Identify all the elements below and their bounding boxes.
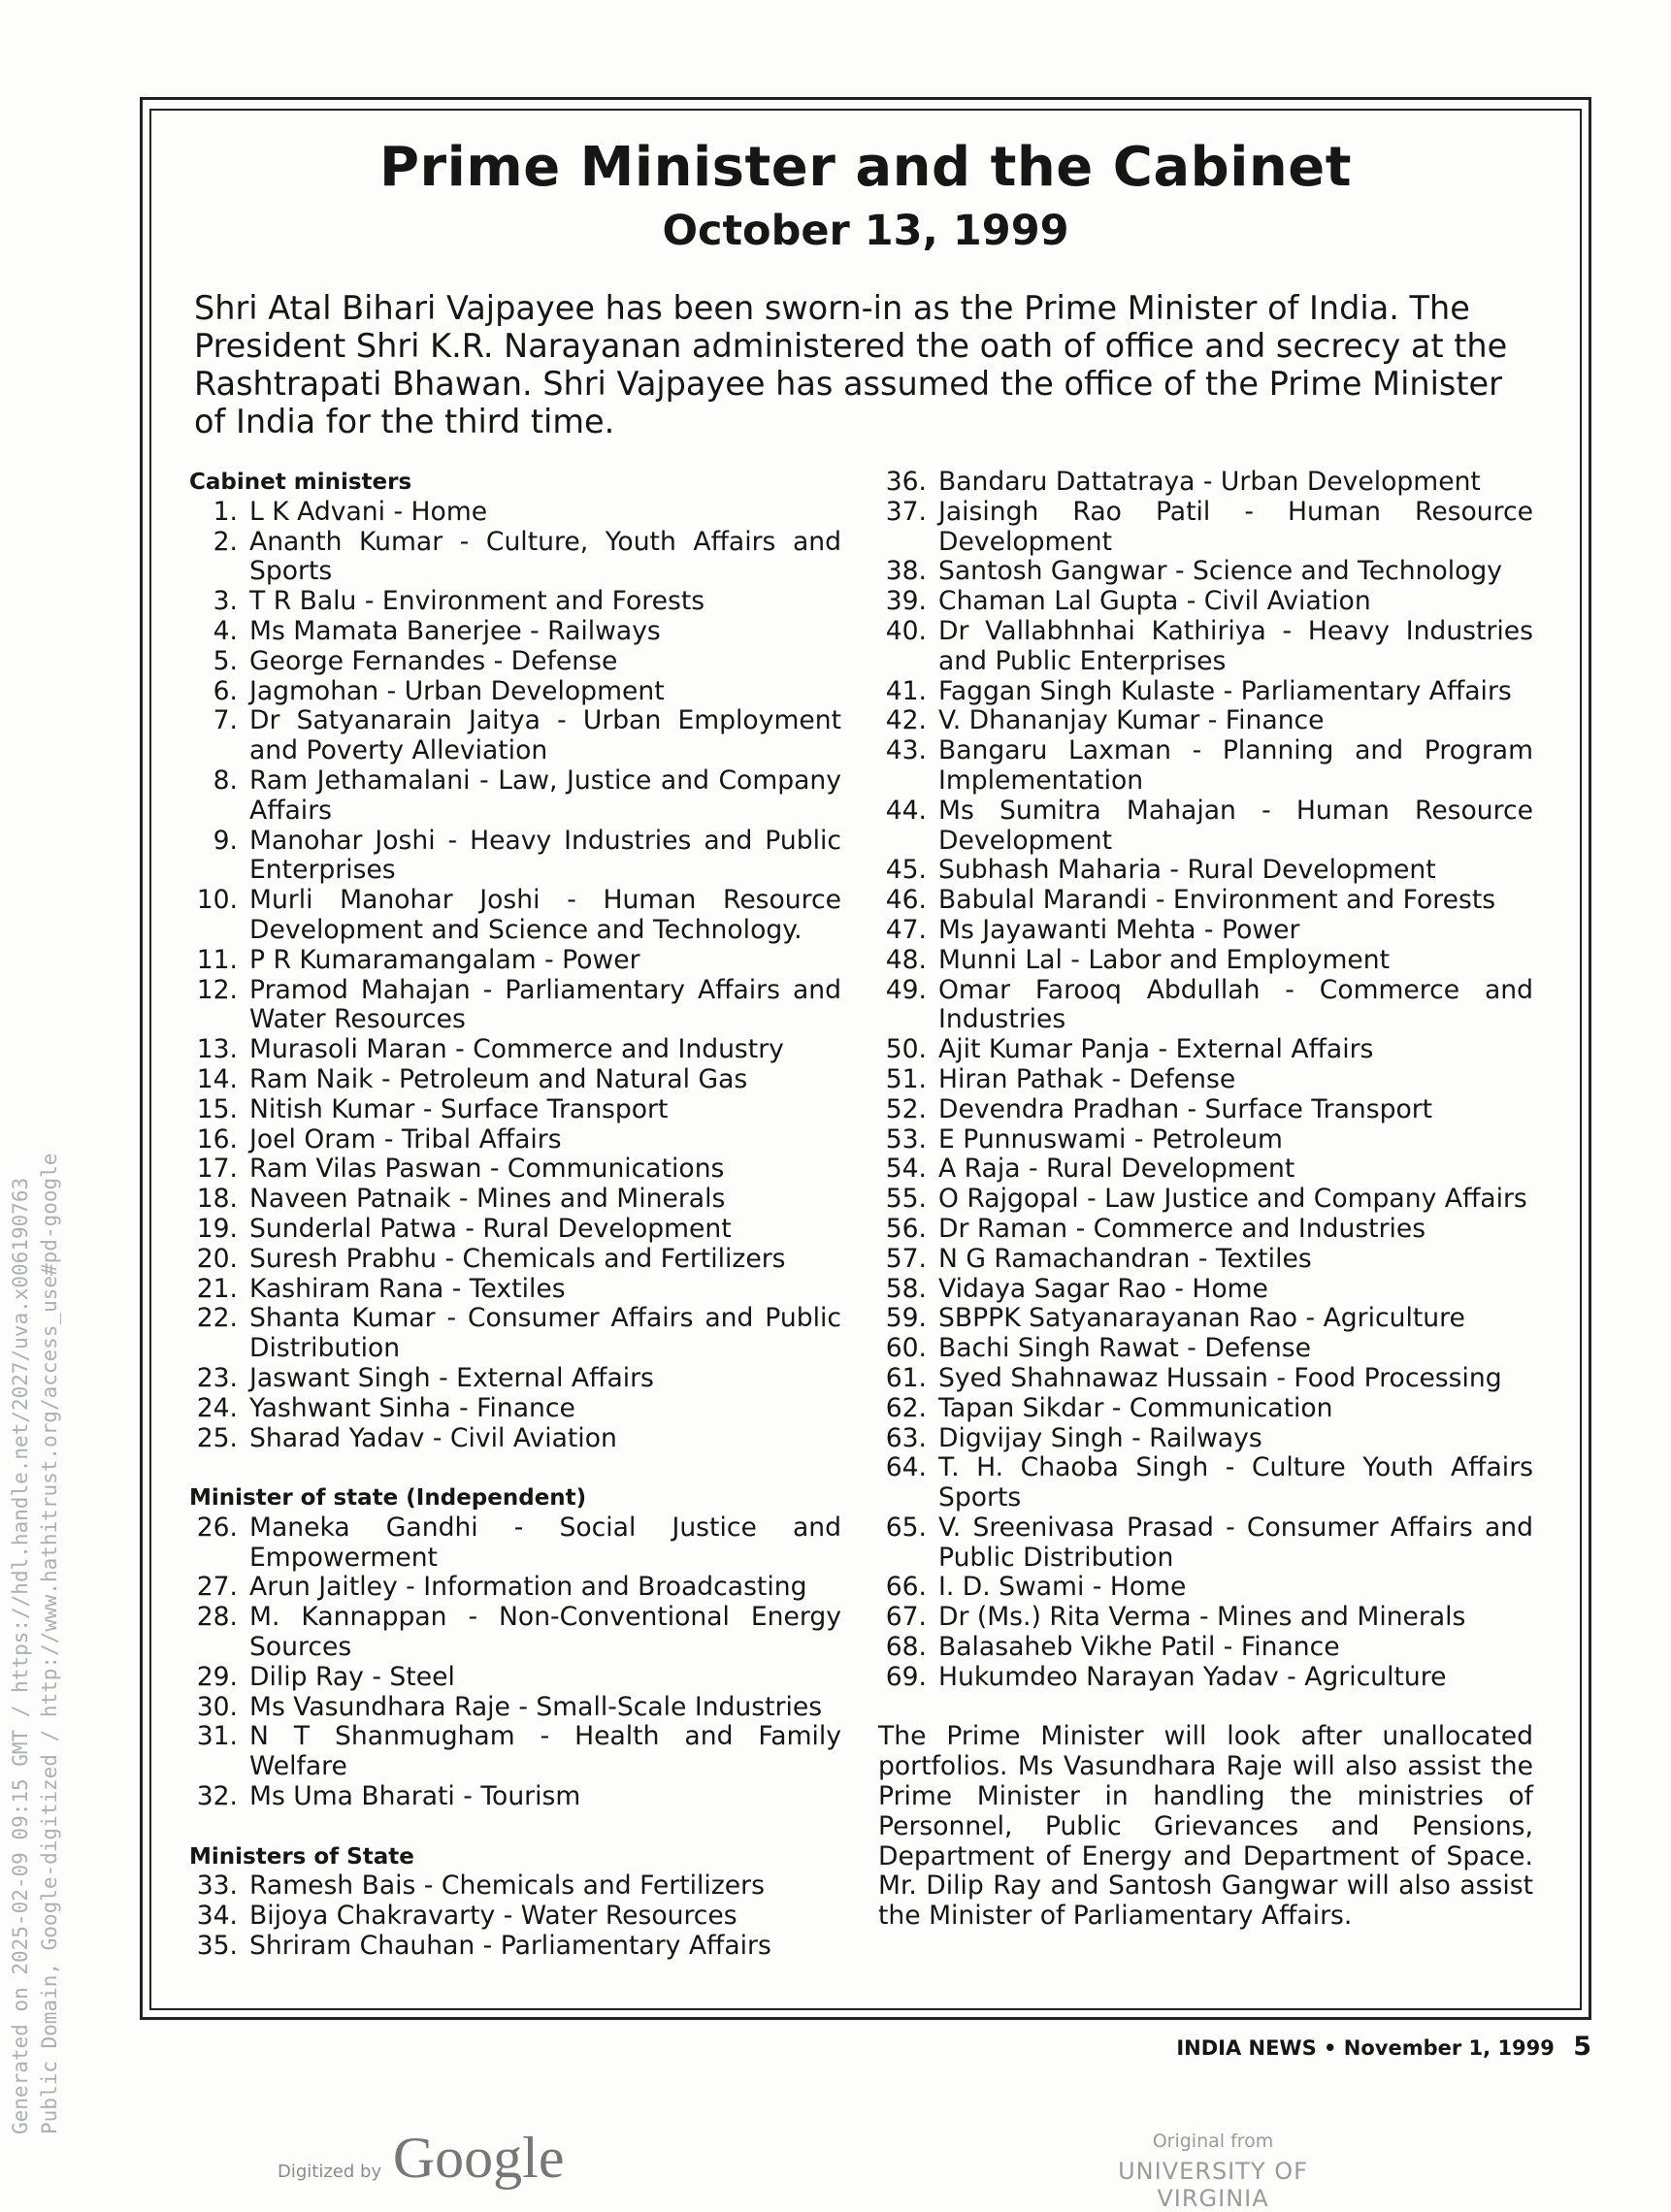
item-number: 35. <box>196 1931 238 1962</box>
list-item <box>189 976 841 1036</box>
item-text: Hiran Pathak - Defense <box>938 1063 1236 1094</box>
item-text: P R Kumaramangalam - Power <box>249 944 640 975</box>
intro-paragraph: Shri Atal Bihari Vajpayee has been sworn-in as the Prime Minister of India. The President Shri K.R. Narayanan administered the oath of office and secrecy at the Rashtrapati Bhawan. Shri Vajpayee has assumed the office of the Prime Minister of India for the third time. <box>194 289 1508 440</box>
list-item <box>189 587 841 617</box>
list-item <box>878 1424 1533 1454</box>
list-item <box>878 677 1533 707</box>
item-text: T R Balu - Environment and Forests <box>249 586 705 617</box>
item-text: I. D. Swami - Home <box>938 1572 1187 1603</box>
item-text: Shriram Chauhan - Parliamentary Affairs <box>249 1931 771 1962</box>
digitized-label: Digitized by <box>278 2162 382 2182</box>
item-text: Ms Mamata Banerjee - Railways <box>249 615 661 646</box>
item-number: 44. <box>885 795 927 826</box>
list-item <box>189 1245 841 1275</box>
item-number: 14. <box>196 1063 238 1094</box>
section-spacer <box>189 1453 841 1483</box>
item-number: 29. <box>196 1661 238 1692</box>
item-number: 30. <box>196 1691 238 1722</box>
left-column <box>189 468 841 1962</box>
list-item <box>878 1513 1533 1574</box>
list-item <box>878 1185 1533 1215</box>
item-text: Maneka Gandhi - Social Justice and Empowerment <box>249 1512 841 1573</box>
item-number: 45. <box>885 855 927 886</box>
watermark-line: Generated on 2025-02-09 09:15 GMT / https://hdl.handle.net/2027/uva.x006190763 <box>9 1177 32 2134</box>
item-text: Devendra Pradhan - Surface Transport <box>938 1093 1433 1124</box>
item-number: 63. <box>885 1422 927 1453</box>
item-number: 43. <box>885 735 927 766</box>
item-text: Vidaya Sagar Rao - Home <box>938 1273 1268 1304</box>
item-number: 41. <box>885 675 927 706</box>
item-number: 18. <box>196 1184 238 1215</box>
institution-name: UNIVERSITY OF VIRGINIA <box>1118 2158 1308 2212</box>
item-number: 61. <box>885 1362 927 1393</box>
item-text: Dr Satyanarain Jaitya - Urban Employment and Poverty Alleviation <box>249 705 841 766</box>
section-heading: Cabinet ministers <box>189 470 412 495</box>
list-item <box>189 498 841 528</box>
list-item <box>189 946 841 976</box>
item-text: Jagmohan - Urban Development <box>249 675 665 706</box>
item-text: Bachi Singh Rawat - Defense <box>938 1333 1311 1364</box>
item-text: Ms Uma Bharati - Tourism <box>249 1781 581 1812</box>
item-number: 17. <box>196 1154 238 1185</box>
item-text: A Raja - Rural Development <box>938 1154 1295 1185</box>
item-text: Ram Naik - Petroleum and Natural Gas <box>249 1063 748 1094</box>
item-text: Jaswant Singh - External Affairs <box>249 1362 654 1393</box>
original-label: Original from <box>1152 2131 1274 2152</box>
item-text: E Punnuswami - Petroleum <box>938 1123 1283 1155</box>
list-item <box>189 1871 841 1902</box>
item-number: 27. <box>196 1572 238 1603</box>
list-item <box>878 1573 1533 1603</box>
item-text: Pramod Mahajan - Parliamentary Affairs and Water Resources <box>249 974 841 1035</box>
list-item <box>878 1663 1533 1693</box>
item-number: 2. <box>213 526 238 557</box>
item-text: George Fernandes - Defense <box>249 645 618 676</box>
item-number: 64. <box>885 1452 927 1483</box>
item-text: Faggan Singh Kulaste - Parliamentary Affairs <box>938 675 1512 706</box>
item-text: Dr Raman - Commerce and Industries <box>938 1213 1426 1244</box>
item-number: 53. <box>885 1123 927 1155</box>
watermark-line: Public Domain, Google-digitized / http://www.hathitrust.org/access_use#pd-google <box>38 1153 61 2134</box>
list-item <box>878 468 1533 498</box>
item-number: 1. <box>213 496 238 527</box>
item-number: 26. <box>196 1512 238 1543</box>
page-date: October 13, 1999 <box>662 207 1069 255</box>
page-footer <box>1176 2032 1591 2062</box>
item-number: 34. <box>196 1901 238 1932</box>
original-from <box>1067 2131 1359 2212</box>
list-item <box>189 1304 841 1364</box>
closing-paragraph: The Prime Minister will look after unallocated portfolios. Ms Vasundhara Raje will also assist the Prime Minister in handling the ministries of Personnel, Public Grievances and Pensions, Department of Energy and Department of Space. Mr. Dilip Ray and Santosh Gangwar will also assist the Minister of Parliamentary Affairs. <box>878 1721 1533 1932</box>
item-number: 25. <box>196 1422 238 1453</box>
hathitrust-watermark <box>6 1154 64 2134</box>
item-number: 6. <box>213 675 238 706</box>
item-text: Arun Jaitley - Information and Broadcasting <box>249 1572 807 1603</box>
item-number: 33. <box>196 1870 238 1902</box>
list-item <box>189 1035 841 1065</box>
item-number: 51. <box>885 1063 927 1094</box>
item-text: Murasoli Maran - Commerce and Industry <box>249 1034 784 1065</box>
list-item <box>189 1125 841 1155</box>
list-item <box>189 1693 841 1723</box>
right-column <box>878 468 1533 1958</box>
item-number: 66. <box>885 1572 927 1603</box>
item-text: Manohar Joshi - Heavy Industries and Public Enterprises <box>249 825 841 886</box>
item-text: Ms Jayawanti Mehta - Power <box>938 914 1300 945</box>
list-item <box>189 1065 841 1095</box>
list-item <box>189 1185 841 1215</box>
section-spacer <box>189 1812 841 1842</box>
list-item <box>878 557 1533 587</box>
list-item <box>189 1573 841 1603</box>
item-text: M. Kannappan - Non-Conventional Energy Sources <box>249 1602 841 1663</box>
item-number: 57. <box>885 1243 927 1274</box>
item-number: 21. <box>196 1273 238 1304</box>
publication-date: November 1, 1999 <box>1343 2036 1555 2060</box>
list-item <box>878 736 1533 797</box>
list-item <box>189 1782 841 1812</box>
list-item <box>189 827 841 887</box>
item-number: 20. <box>196 1243 238 1274</box>
list-item <box>189 1722 841 1782</box>
item-text: Digvijay Singh - Railways <box>938 1422 1262 1453</box>
item-text: T. H. Chaoba Singh - Culture Youth Affairs Sports <box>938 1452 1533 1513</box>
item-number: 8. <box>213 764 238 796</box>
list-item <box>189 647 841 677</box>
item-text: Babulal Marandi - Environment and Forests <box>938 885 1496 916</box>
item-text: Sunderlal Patwa - Rural Development <box>249 1213 732 1244</box>
list-item <box>878 1065 1533 1095</box>
item-number: 28. <box>196 1602 238 1633</box>
item-number: 23. <box>196 1362 238 1393</box>
list-item <box>189 1275 841 1305</box>
item-number: 31. <box>196 1721 238 1752</box>
list-item <box>878 1125 1533 1155</box>
footer-separator: • <box>1324 2036 1337 2060</box>
list-item <box>878 1364 1533 1394</box>
section-heading: Ministers of State <box>189 1843 414 1870</box>
item-text: Joel Oram - Tribal Affairs <box>249 1123 562 1155</box>
list-item <box>878 706 1533 736</box>
item-number: 37. <box>885 496 927 527</box>
list-item <box>189 1095 841 1125</box>
item-text: Bijoya Chakravarty - Water Resources <box>249 1901 737 1932</box>
list-item <box>878 1155 1533 1185</box>
list-item <box>878 1095 1533 1125</box>
item-text: Kashiram Rana - Textiles <box>249 1273 566 1304</box>
google-logo: Google <box>392 2126 565 2190</box>
list-item <box>878 946 1533 976</box>
publication-name: INDIA NEWS <box>1176 2036 1317 2060</box>
item-text: Ram Jethamalani - Law, Justice and Company Affairs <box>249 764 841 826</box>
item-number: 56. <box>885 1213 927 1244</box>
item-text: Bangaru Laxman - Planning and Program Implementation <box>938 735 1533 796</box>
item-number: 24. <box>196 1392 238 1423</box>
item-number: 49. <box>885 974 927 1005</box>
list-item <box>878 1304 1533 1334</box>
list-item <box>189 1663 841 1693</box>
item-number: 54. <box>885 1154 927 1185</box>
item-number: 32. <box>196 1781 238 1812</box>
item-text: Ms Vasundhara Raje - Small-Scale Industries <box>249 1691 823 1722</box>
item-number: 60. <box>885 1333 927 1364</box>
item-number: 47. <box>885 914 927 945</box>
item-number: 19. <box>196 1213 238 1244</box>
item-number: 69. <box>885 1661 927 1692</box>
item-number: 58. <box>885 1273 927 1304</box>
item-number: 38. <box>885 556 927 587</box>
list-item <box>878 1334 1533 1364</box>
list-item <box>189 677 841 707</box>
item-number: 3. <box>213 586 238 617</box>
item-number: 48. <box>885 944 927 975</box>
list-item <box>878 856 1533 886</box>
list-item <box>878 1394 1533 1424</box>
list-item <box>189 766 841 827</box>
item-number: 5. <box>213 645 238 676</box>
item-number: 55. <box>885 1184 927 1215</box>
item-number: 50. <box>885 1034 927 1065</box>
item-text: Dr (Ms.) Rita Verma - Mines and Minerals <box>938 1602 1466 1633</box>
item-text: Syed Shahnawaz Hussain - Food Processing <box>938 1362 1502 1393</box>
list-item <box>189 1603 841 1663</box>
list-item <box>189 528 841 588</box>
item-text: Santosh Gangwar - Science and Technology <box>938 556 1503 587</box>
item-number: 62. <box>885 1392 927 1423</box>
list-item <box>878 1035 1533 1065</box>
item-text: SBPPK Satyanarayanan Rao - Agriculture <box>938 1303 1465 1334</box>
item-text: N T Shanmugham - Health and Family Welfare <box>249 1721 841 1782</box>
page-number: 5 <box>1573 2032 1591 2062</box>
list-item <box>189 1424 841 1454</box>
item-number: 52. <box>885 1093 927 1124</box>
item-text: Balasaheb Vikhe Patil - Finance <box>938 1632 1340 1663</box>
item-text: Chaman Lal Gupta - Civil Aviation <box>938 586 1371 617</box>
item-number: 10. <box>196 885 238 916</box>
item-number: 11. <box>196 944 238 975</box>
item-text: Nitish Kumar - Surface Transport <box>249 1093 669 1124</box>
item-text: Jaisingh Rao Patil - Human Resource Development <box>938 496 1533 557</box>
list-item <box>189 1394 841 1424</box>
item-number: 42. <box>885 705 927 736</box>
list-item <box>878 886 1533 916</box>
item-text: Subhash Maharia - Rural Development <box>938 855 1436 886</box>
item-text: Dr Vallabhnhai Kathiriya - Heavy Industries and Public Enterprises <box>938 615 1533 676</box>
item-text: Omar Farooq Abdullah - Commerce and Industries <box>938 974 1533 1035</box>
item-text: Hukumdeo Narayan Yadav - Agriculture <box>938 1661 1447 1692</box>
item-number: 15. <box>196 1093 238 1124</box>
item-text: V. Sreenivasa Prasad - Consumer Affairs and Public Distribution <box>938 1512 1533 1573</box>
item-text: Murli Manohar Joshi - Human Resource Development and Science and Technology. <box>249 885 841 945</box>
list-item <box>189 1215 841 1245</box>
list-item <box>878 916 1533 946</box>
item-number: 7. <box>213 705 238 736</box>
item-text: Tapan Sikdar - Communication <box>938 1392 1333 1423</box>
item-text: Ram Vilas Paswan - Communications <box>249 1154 725 1185</box>
item-number: 65. <box>885 1512 927 1543</box>
item-text: Ramesh Bais - Chemicals and Fertilizers <box>249 1870 765 1902</box>
list-item <box>878 1215 1533 1245</box>
item-text: N G Ramachandran - Textiles <box>938 1243 1312 1274</box>
item-text: Yashwant Sinha - Finance <box>249 1392 575 1423</box>
item-number: 13. <box>196 1034 238 1065</box>
list-item <box>189 1513 841 1574</box>
item-text: Ananth Kumar - Culture, Youth Affairs and Sports <box>249 526 841 587</box>
list-item <box>189 1932 841 1962</box>
item-number: 12. <box>196 974 238 1005</box>
list-item <box>878 1275 1533 1305</box>
item-number: 9. <box>213 825 238 856</box>
item-text: Naveen Patnaik - Mines and Minerals <box>249 1184 726 1215</box>
item-text: Ms Sumitra Mahajan - Human Resource Development <box>938 795 1533 856</box>
list-item <box>878 498 1533 558</box>
list-item <box>189 617 841 647</box>
item-text: Ajit Kumar Panja - External Affairs <box>938 1034 1374 1065</box>
item-number: 67. <box>885 1602 927 1633</box>
list-item <box>878 797 1533 857</box>
item-text: Munni Lal - Labor and Employment <box>938 944 1391 975</box>
item-text: L K Advani - Home <box>249 496 488 527</box>
list-item <box>878 976 1533 1036</box>
item-text: Sharad Yadav - Civil Aviation <box>249 1422 617 1453</box>
item-text: Shanta Kumar - Consumer Affairs and Public Distribution <box>249 1303 841 1364</box>
list-item <box>878 617 1533 677</box>
list-item <box>878 1633 1533 1663</box>
item-text: O Rajgopal - Law Justice and Company Affairs <box>938 1184 1527 1215</box>
item-number: 46. <box>885 885 927 916</box>
item-number: 22. <box>196 1303 238 1334</box>
item-number: 59. <box>885 1303 927 1334</box>
section-heading: Minister of state (Independent) <box>189 1485 587 1512</box>
list-item <box>878 1245 1533 1275</box>
page-title: Prime Minister and the Cabinet <box>379 136 1352 199</box>
item-text: Dilip Ray - Steel <box>249 1661 455 1692</box>
item-number: 16. <box>196 1123 238 1155</box>
list-item <box>189 1364 841 1394</box>
item-number: 40. <box>885 615 927 646</box>
list-item <box>189 706 841 766</box>
item-text: Bandaru Dattatraya - Urban Development <box>938 467 1481 497</box>
list-item <box>189 1902 841 1932</box>
list-item <box>189 886 841 946</box>
item-text: V. Dhananjay Kumar - Finance <box>938 705 1325 736</box>
item-number: 68. <box>885 1632 927 1663</box>
list-item <box>878 1603 1533 1633</box>
list-item <box>189 1155 841 1185</box>
digitized-by-google <box>278 2125 564 2192</box>
list-item <box>878 1453 1533 1513</box>
item-text: Suresh Prabhu - Chemicals and Fertilizers <box>249 1243 786 1274</box>
item-number: 36. <box>885 467 927 497</box>
list-item <box>878 587 1533 617</box>
item-number: 4. <box>213 615 238 646</box>
item-number: 39. <box>885 586 927 617</box>
